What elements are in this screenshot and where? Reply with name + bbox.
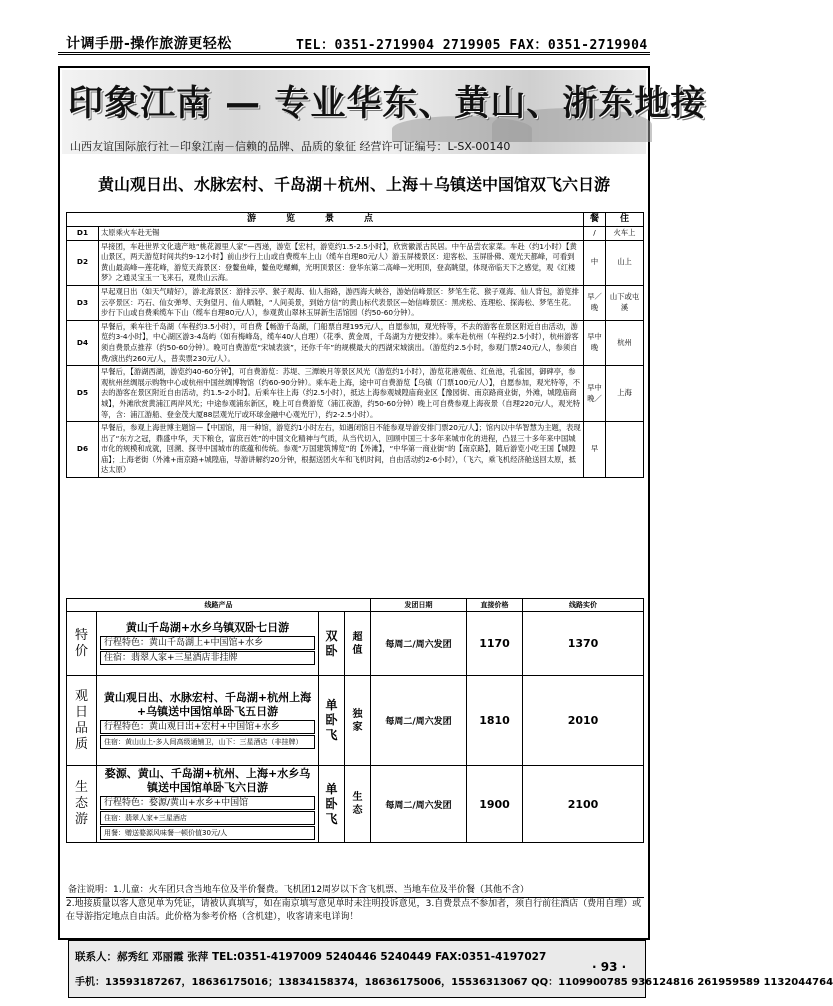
- header-product: 线路产品: [67, 599, 371, 612]
- product-name: 黄山观日出、水脉宏村、千岛湖+杭州上海+乌镇送中国馆单卧飞五日游: [103, 691, 312, 718]
- day-label: D2: [67, 240, 99, 285]
- product-transport: 单卧飞: [319, 766, 345, 843]
- advert-frame: [58, 66, 833, 988]
- day-meal: 早／晚: [584, 285, 606, 320]
- product-transport: 单卧飞: [319, 676, 345, 766]
- banner: [62, 70, 707, 154]
- product-category: 观日品质: [67, 676, 97, 766]
- day-stay: 山下或屯溪: [606, 285, 644, 320]
- header-tel: TEL：0351-2719904 2719905 FAX：0351-2719904: [296, 38, 648, 53]
- product-group: 生态: [345, 766, 371, 843]
- product-category: 生态游: [67, 766, 97, 843]
- header-slogan: 计调手册-操作旅游更轻松: [66, 36, 232, 52]
- banner-title: 印象江南 — 专业华东、黄山、浙东地接: [68, 84, 707, 124]
- page-header: [58, 32, 650, 55]
- contact-people: 联系人：郝秀红 邓丽霞 张萍 TEL:0351-4197009 5240446 5240449 FAX:0351-4197027: [75, 951, 547, 963]
- product-route-price: 1370: [523, 612, 644, 676]
- product-row: [67, 766, 644, 843]
- product-direct-price: 1170: [467, 612, 523, 676]
- banner-subline: 山西友谊国际旅行社－印象江南－信赖的品牌、品质的象征 经营许可证编号：L-SX-00140: [70, 140, 511, 153]
- contact-box: [68, 940, 833, 998]
- product-dates: 每周二/周六发团: [371, 676, 467, 766]
- product-features: 行程特色：婺源/黄山+水乡+中国馆: [100, 796, 315, 810]
- itinerary-table: [66, 212, 644, 478]
- day-stay: 山上: [606, 240, 644, 285]
- product-group: 超值: [345, 612, 371, 676]
- product-transport: 双卧: [319, 612, 345, 676]
- product-table: [66, 598, 644, 843]
- itinerary-header: [67, 213, 644, 227]
- header-dates: 发团日期: [371, 599, 467, 612]
- product-route-price: 2100: [523, 766, 644, 843]
- product-hotel: 住宿：黄山山上-多人间高级通铺卫，山下：三星酒店（非挂牌）: [100, 735, 315, 749]
- notes: [66, 884, 644, 924]
- note-line-1: 备注说明：1.儿童：火车团只含当地车位及半价餐费。飞机团12周岁以下含飞机票、当地车位及半价餐（其他不含）: [66, 884, 644, 898]
- day-stay: 上海: [606, 366, 644, 422]
- product-name: 黄山千岛湖+水乡乌镇双卧七日游: [125, 621, 290, 634]
- itinerary-row: [67, 240, 644, 285]
- day-text: 早接团，车赴世界文化遗产地“桃花源里人家”—西递，游览【宏村，游览约1.5-2.5小时】，欣赏徽派古民居。中午品尝农家菜。车赴（约1小时）【黄山景区，两天游览时间共约9-12小时】前山步行上山或自费缆车上山（缆车自理80元/人）游玉屏楼景区：迎客松、玉屏卧佛、观光天都峰，可看到黄山最高峰—莲花峰，游览天海景区：登鳌鱼峰，鳌鱼吃螺蛳，光明顶景区：登华东第二高峰—光明顶，登高眺望，体现帝临天下之感觉，观《红楼梦》之通灵宝玉一飞来石，观贵山云海。: [99, 240, 584, 285]
- product-features: 行程特色：黄山千岛湖上+中国馆+水乡: [100, 636, 315, 650]
- header-stay: 住: [606, 213, 644, 227]
- product-route-price: 2010: [523, 676, 644, 766]
- product-direct-price: 1810: [467, 676, 523, 766]
- itinerary-row: [67, 422, 644, 478]
- itinerary-row: [67, 320, 644, 365]
- product-meal-note: 用餐：赠送婺源风味餐一顿价值30元/人: [100, 826, 315, 840]
- itinerary-row: [67, 227, 644, 241]
- day-meal: 早中晚／: [584, 366, 606, 422]
- day-text: 太原乘火车赴无锡: [99, 227, 584, 241]
- day-label: D1: [67, 227, 99, 241]
- product-category: 特价: [67, 612, 97, 676]
- product-hotel: 住宿：翡翠人家+三星酒店非挂牌: [100, 651, 315, 665]
- note-line-2: 2.地接质量以客人意见单为凭证，请被认真填写，如在南京填写意见单时未注明投诉意见，3.自费景点不参加者，须自行前往酒店（费用自理）或在导游指定地点自由活。此价格为参考价格（含机建），收客请来电详询！: [66, 899, 642, 922]
- product-info: [97, 766, 319, 843]
- day-stay: 火车上: [606, 227, 644, 241]
- day-meal: 早: [584, 422, 606, 478]
- product-info: [97, 676, 319, 766]
- product-hotel: 住宿：翡翠人家+三星酒店: [100, 811, 315, 825]
- itinerary-row: [67, 285, 644, 320]
- header-route-price: 线路实价: [523, 599, 644, 612]
- page-number: · 93 ·: [592, 960, 627, 974]
- header-meal: 餐: [584, 213, 606, 227]
- itinerary-row: [67, 366, 644, 422]
- day-text: 早餐后，乘车往千岛湖（车程约3.5小时），可自费【畅游千岛湖，门船票自理195元/人，自愿参加，观光特等，不去的游客在景区附近自由活动，游览约3-4小时】，中心湖区游3-4岛屿（如有梅峰岛，缆车40/人自理）（花季、黄金周，千岛湖为方便安排）。乘车赴杭州（车程约2.5小时），杭州游客须自费景点推荐（约50-60分钟）。晚可自费游览“宋城表演”，还你千年”的规模最大的西湖宋城演出。（游览约2.5小时，参观门票240元/人，参须自费/演出约260元/人，普卖票230元/人）。: [99, 320, 584, 365]
- day-label: D5: [67, 366, 99, 422]
- header-sights: 游览景点: [67, 213, 584, 227]
- product-row: [67, 676, 644, 766]
- day-text: 早餐后，【游湖西湖，游览约40-60分钟】，可自费游览：苏堤、三潭映月等景区风光（游览约1小时），游览花港观鱼、红鱼池，孔雀园，御碑亭，参观杭州丝绸展示购物中心或杭州中国丝绸博物馆（约60-90分钟）。乘车赴上海，途中可自费游览【乌镇（门票100元/人）】，自愿参加，观光特等，不去的游客在景区附近自由活动，约1.5-2小时】。后乘车往上海（约2.5小时），抵达上海参观城隍庙商业区【豫园街、南京路商业街，外滩，城隍庙商城】，外滩欣赏黄浦江两岸风光；中途参观浦东新区，晚上可自费游览（浦江夜游，约50-60分钟）晚上可自费参观上海夜景（自理220元/人，观光特等，含：浦江游船、登金茂大厦88层观光厅或环球金融中心观光厅），约2-2.5小时）。: [99, 366, 584, 422]
- day-meal: 早中晚: [584, 320, 606, 365]
- day-text: 早餐后，参观上海世博主题馆—【中国馆，用一种馆，游览约1小时左右，如遇闭馆日不能参观导游安排门票20元/人】；馆内以中华智慧为主题，表现出了“东方之冠，鼎盛中华，天下粮仓，富庶百姓”的中国文化精神与气质，从当代切入，回顾中国三十多年来城市化的进程，凸显三十多年来中国城市化的规模和成就，回溯、探寻中国城市的底蕴和传统。参观“万国建筑博览”的【外滩】，“中华第一商业街”的【南京路】，随后游览小吃王国【城隍庙】；上海老街（外滩+南京路+城隍庙，导游讲解约20分钟，根据送团火车和飞机时间，自由活动约2-6小时），（飞六，乘飞机经济舱送回太原，抵达太原）: [99, 422, 584, 478]
- contact-phones: 手机：13593187267，18636175016；13834158374，18636175006，15536313067 QQ：1109900785 936124816 261959589 1132044764: [75, 977, 833, 988]
- product-header: [67, 599, 644, 612]
- product-info: [97, 612, 319, 676]
- day-label: D6: [67, 422, 99, 478]
- day-text: 早起观日出（如天气晴好），游北海景区：游排云亭、猴子观海、仙人指路，游西海大峡谷，游始信峰景区：梦笔生花、猴子观海、仙人背包，游览排云亭景区：巧石、仙女弹琴、天狗望月、仙人晒鞋，“人间美景，到始方信”的黄山标代表景区—始信峰景区：黑虎松、连理松、探海松、梦笔生花。步行下山或自费乘缆车下山（缆车自理80元/人），参观黄山翠林玉屏新生活馆园（约50-60分钟）。: [99, 285, 584, 320]
- tour-title: 黄山观日出、水脉宏村、千岛湖＋杭州、上海＋乌镇送中国馆双飞六日游: [97, 175, 610, 194]
- header-direct: 直接价格: [467, 599, 523, 612]
- day-stay: 杭州: [606, 320, 644, 365]
- product-dates: 每周二/周六发团: [371, 766, 467, 843]
- day-meal: /: [584, 227, 606, 241]
- product-dates: 每周二/周六发团: [371, 612, 467, 676]
- day-label: D3: [67, 285, 99, 320]
- product-direct-price: 1900: [467, 766, 523, 843]
- product-features: 行程特色：黄山观日出+宏村+中国馆+水乡: [100, 720, 315, 734]
- product-row: [67, 612, 644, 676]
- day-label: D4: [67, 320, 99, 365]
- product-name: 婺源、黄山、千岛湖+杭州、上海+水乡乌镇送中国馆单卧飞六日游: [104, 767, 311, 794]
- day-meal: 中: [584, 240, 606, 285]
- day-stay: [606, 422, 644, 478]
- product-group: 独家: [345, 676, 371, 766]
